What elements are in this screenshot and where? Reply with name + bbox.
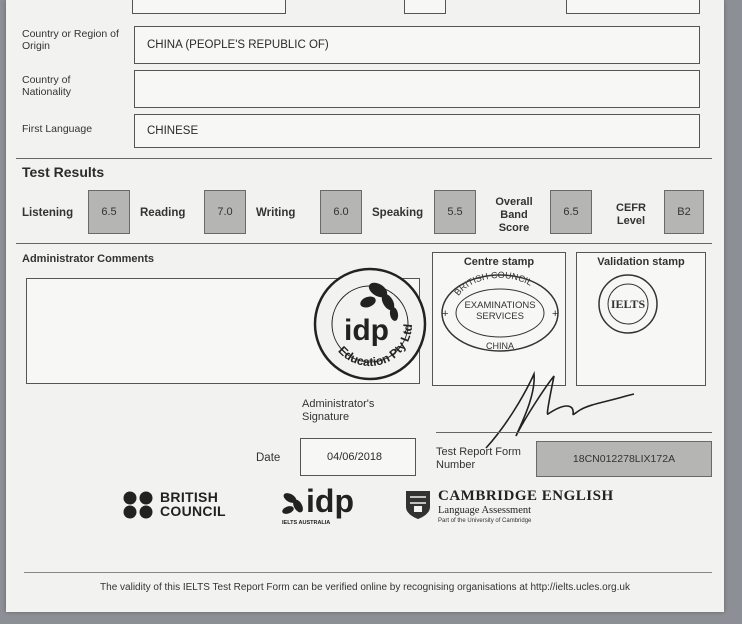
footer-text: The validity of this IELTS Test Report Form can be verified online by recognising organisations at http://ielts.ucles.org.uk [100, 582, 630, 593]
idp-stamp-text: idp [344, 314, 389, 347]
speaking-label: Speaking [372, 207, 424, 219]
report-form [6, 0, 724, 612]
british-council-stamp [434, 270, 566, 356]
country-origin-label: Country or Region of Origin [22, 28, 119, 52]
centre-stamp-label: Centre stamp [463, 256, 535, 268]
bc-stamp-bottom: CHINA [485, 341, 515, 351]
reading-score: 7.0 [204, 190, 246, 234]
idp-logo-text: idp [306, 483, 354, 519]
idp-stamp [310, 264, 430, 384]
cambridge-shield-icon [404, 489, 432, 521]
top-box-3 [566, 0, 700, 14]
reading-label: Reading [140, 207, 186, 219]
validation-stamp-label: Validation stamp [597, 256, 685, 268]
speaking-score: 5.5 [434, 190, 476, 234]
top-box-2 [404, 0, 446, 14]
first-language-value: CHINESE [147, 125, 199, 137]
date-label: Date [256, 452, 281, 464]
listening-score: 6.5 [88, 190, 130, 234]
country-origin-field [134, 26, 700, 64]
date-value: 04/06/2018 [327, 451, 383, 463]
svg-text:+: + [442, 308, 449, 320]
test-results-heading: Test Results [22, 164, 105, 180]
cambridge-sub: Language Assessment [438, 505, 532, 516]
signature-line [436, 432, 712, 433]
cefr-label: CEFR Level [616, 202, 646, 227]
idp-leaf-icon [280, 490, 308, 522]
overall-score: 6.5 [550, 190, 592, 234]
admin-comments-label: Administrator Comments [22, 253, 155, 265]
bc-stamp-center: EXAMINATIONS SERVICES [464, 300, 536, 322]
bc-stamp-ring: BRITISH COUNCIL [452, 270, 535, 298]
idp-logo-sub: IELTS AUSTRALIA [282, 520, 331, 526]
british-council-logo-text: BRITISH COUNCIL [160, 489, 226, 519]
date-field [300, 438, 416, 476]
cambridge-title: CAMBRIDGE ENGLISH [438, 488, 614, 504]
cambridge-note: Part of the University of Cambridge [438, 518, 532, 524]
trf-label: Test Report Form Number [436, 446, 521, 471]
idp-stamp-ring: Education Pty Ltd [335, 323, 416, 370]
ielts-stamp-text: IELTS [610, 297, 646, 311]
footer-divider [24, 572, 712, 573]
signature-label: Administrator's Signature [302, 398, 375, 423]
svg-text:+: + [552, 308, 559, 320]
country-nationality-label: Country of Nationality [22, 74, 72, 98]
ielts-stamp [596, 272, 660, 336]
overall-label: Overall Band Score [495, 196, 533, 234]
listening-label: Listening [22, 207, 74, 219]
writing-score: 6.0 [320, 190, 362, 234]
trf-field [536, 441, 712, 477]
cefr-score: B2 [664, 190, 704, 234]
writing-label: Writing [256, 207, 296, 219]
divider-2 [16, 243, 712, 244]
country-nationality-field [134, 70, 700, 108]
first-language-label: First Language [22, 123, 93, 135]
divider [16, 158, 712, 159]
trf-value: 18CN012278LIX172A [572, 453, 676, 465]
first-language-field [134, 114, 700, 148]
british-council-dots-icon [122, 490, 156, 520]
top-box-1 [132, 0, 286, 14]
country-origin-value: CHINA (PEOPLE'S REPUBLIC OF) [147, 39, 329, 51]
